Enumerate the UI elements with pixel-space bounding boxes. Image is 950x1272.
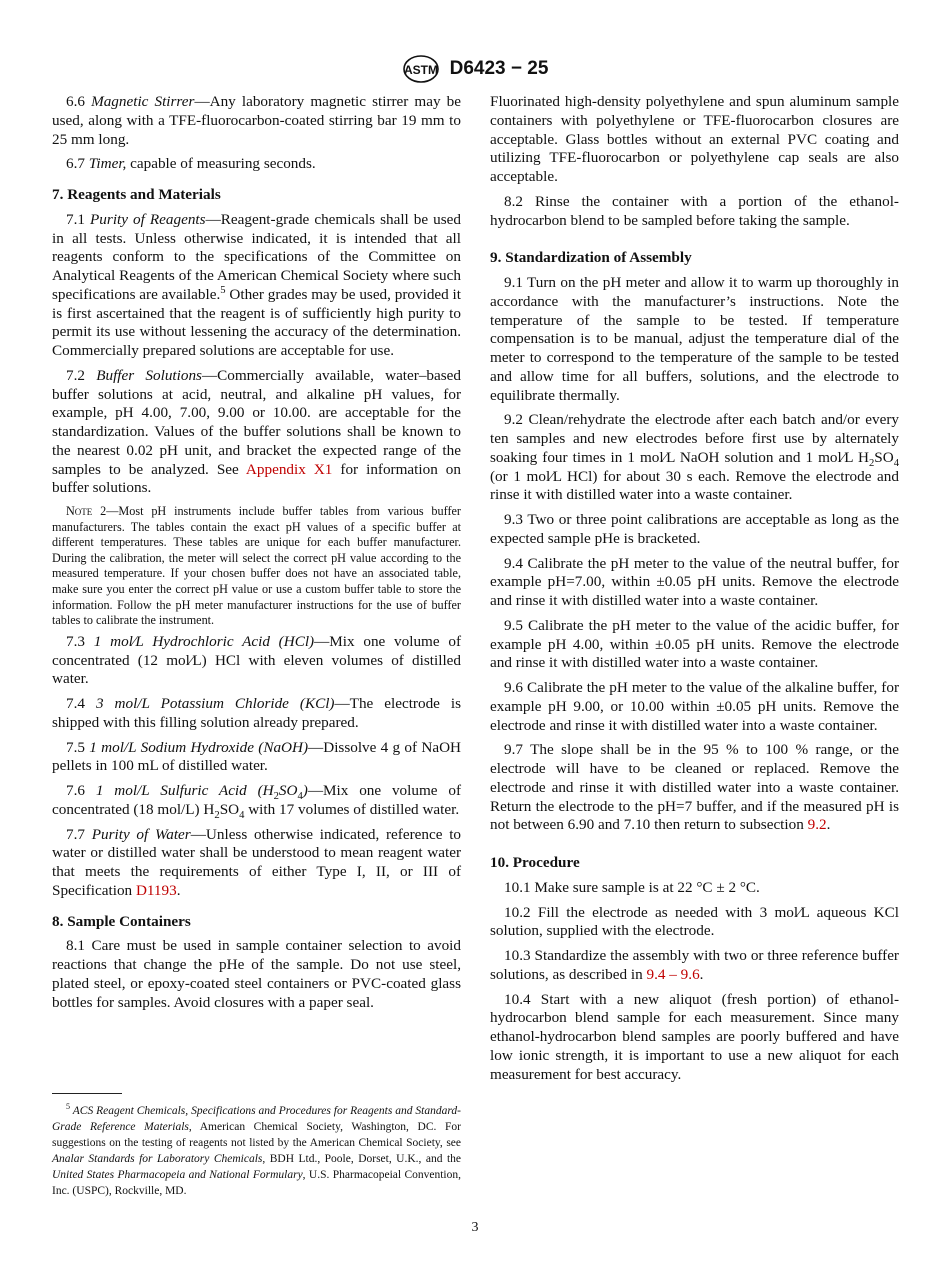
text-run: 7.5 <box>66 738 90 756</box>
paragraph <box>490 555 899 611</box>
text-run: —Commercially available, water–based buffer solutions at acid, neutral, and alkaline pH values, for example, pH 4.00, 7.00, 9.00 or 10.00. are acceptable for the standardization. Values of the buffer solutions shall be known to the nearest 0.02 pH unit, and bracket the expected range of the samples to be analyzed. See <box>52 366 461 478</box>
text-run: 5 <box>220 284 226 296</box>
paragraph <box>490 679 899 735</box>
paragraph <box>52 211 461 361</box>
text-run: 8. Sample Containers <box>52 912 191 930</box>
text-run: capable of measuring seconds. <box>126 155 316 173</box>
paragraph <box>490 617 899 673</box>
text-run: Timer, <box>88 155 127 173</box>
text-run: SO <box>219 800 240 818</box>
paragraph <box>52 937 461 1012</box>
text-run: 6.6 <box>66 93 92 110</box>
text-run: with 17 volumes of distilled water. <box>244 800 460 818</box>
text-run: 2—Most pH instruments include buffer tables from various buffer manufacturers. The tables contain the exact pH values of a specific buffer at different temperatures. These tables are unique for each buffer manufacturer. During the calibration, the meter will select the correct pH value according to the measured temperature. If your chosen buffer does not have an associated table, make sure you enter the correct pH value or use a custom buffer table to store the information. Follow the pH meter manufacturer instructions for the use of buffer tables to calibrate the instrument. <box>52 504 461 628</box>
text-run: 10.2 Fill the electrode as needed with 3 mol⁄L aqueous KCl solution, supplied with the electrode. <box>490 903 899 940</box>
note <box>52 504 461 629</box>
text-run: SO <box>278 782 298 799</box>
text-run: Purity of Reagents <box>90 210 206 228</box>
text-run: 1 mol⁄L Hydrochloric Acid (HCl) <box>93 632 315 650</box>
text-run: 8.2 Rinse the container with a portion of the ethanol-hydrocarbon blend to be sampled before taking the sample. <box>490 192 899 229</box>
text-run: 10. Procedure <box>490 854 580 871</box>
text-run: Purity of Water <box>91 825 191 843</box>
text-run: Magnetic Stirrer <box>91 93 195 110</box>
text-run: . <box>699 965 704 983</box>
text-run: Buffer Solutions <box>96 366 202 384</box>
footnote <box>52 1103 461 1199</box>
text-run: 2 <box>214 809 220 821</box>
astm-logo-icon <box>402 54 440 84</box>
text-run: 7.3 <box>66 632 94 650</box>
paragraph <box>490 193 899 231</box>
paragraph-continued <box>490 93 899 187</box>
text-run: 2 <box>273 791 279 803</box>
text-run: , BDH Ltd., Poole, Dorset, U.K., and the <box>262 1153 461 1165</box>
section-heading <box>490 249 899 268</box>
text-run: SO <box>874 448 894 466</box>
paragraph <box>490 511 899 549</box>
text-run: 3 mol/L Potassium Chloride (KCl) <box>95 695 335 712</box>
text-run: . <box>176 881 181 899</box>
left-column <box>52 93 461 1018</box>
text-run: —Unless otherwise indicated, reference to water or distilled water shall be understood to mean reagent water that meets the requirements of either Type I, II, or III of Specification <box>52 825 462 899</box>
document-designation: D6423 − 25 <box>449 58 549 79</box>
text-run: 8.1 Care must be used in sample container selection to avoid reactions that change the pHe of the sample. Do not use steel, plated steel, or epoxy-coated steel containers or PVC-coated glass bottles for samples. Avoid closures with a paper seal. <box>52 937 461 1011</box>
text-run: 7.7 <box>66 825 92 843</box>
cross-reference-link[interactable]: 9.2 <box>807 816 827 834</box>
paragraph <box>52 739 461 777</box>
text-run: 6.7 <box>66 155 89 173</box>
text-run: 9.1 Turn on the pH meter and allow it to warm up thoroughly in accordance with the manufacturer’s instructions. Note the temperature of the sample to be tested. If temperature compensation is to be manual, adjust the temperature dial of the meter to correspond to the temperature of the sample to be tested and allow time for all buffers, solutions, and the electrode to equilibrate thermally. <box>490 274 899 404</box>
text-run: United States Pharmacopeia and National Formulary <box>52 1169 303 1181</box>
text-run: —Mix one volume of concentrated (12 mol⁄L) HCl with eleven volumes of distilled water. <box>52 632 462 688</box>
text-run: 10.1 Make sure sample is at 22 °C ± 2 °C. <box>504 878 760 896</box>
text-run: ) <box>302 782 308 799</box>
text-run: Other grades may be used, provided it is first ascertained that the reagent is of sufficiently high purity to permit its use without lessening the accuracy of the determination. Commercially prepared solutions are acceptable for use. <box>52 285 461 359</box>
text-run: 9.7 The slope shall be in the 95 % to 100 % range, or the electrode will have to be cleaned or replaced. Remove the electrode and rinse it with distilled water into a waste container. Return the electrode to the pH=7 buffer, and if the measured pH is not between 6.90 and 7.10 then return to subsection <box>490 741 899 834</box>
paragraph <box>52 633 461 689</box>
text-run: 9. Standardization of Assembly <box>490 249 692 267</box>
section-heading <box>490 854 899 873</box>
section-heading <box>52 913 461 932</box>
text-run: 4 <box>893 457 899 469</box>
text-run: —Reagent-grade chemicals shall be used in all tests. Unless otherwise indicated, it is intended that all reagents conform to the specifications of the Committee on Analytical Reagents of the American Chemical Society where such specifications are available. <box>52 210 462 303</box>
paragraph <box>490 741 899 835</box>
text-run: 9.3 Two or three point calibrations are acceptable as long as the expected sample pHe is bracketed. <box>490 511 899 547</box>
page-number: 3 <box>471 1220 479 1235</box>
text-run: Analar Standards for Laboratory Chemicals <box>52 1153 263 1165</box>
text-run: 7.1 <box>66 210 91 228</box>
text-run: 9.4 Calibrate the pH meter to the value of the neutral buffer, for example pH=7.00, within ±0.05 pH units. Remove the electrode and rinse it with distilled water into a waste container. <box>490 554 899 609</box>
text-run: 9.2 Clean/rehydrate the electrode after each batch and/or every ten samples and new electrodes before first use by alternately soaking four times in 1 mol⁄L NaOH solution and 1 mol⁄L H <box>490 411 899 466</box>
text-run: 1 mol/L Sodium Hydroxide (NaOH) <box>89 738 309 756</box>
text-run: 4 <box>239 809 245 821</box>
paragraph <box>52 782 461 820</box>
cross-reference-link[interactable]: Appendix X1 <box>245 460 333 478</box>
text-run: 7.4 <box>66 695 96 712</box>
text-run: 10.4 Start with a new aliquot (fresh portion) of ethanol-hydrocarbon blend sample for each measurement. Since many ethanol-hydrocarbon blend samples are poorly buffered and have low ionic strength, it is important to use a new aliquot for each measurement for best accuracy. <box>490 990 899 1083</box>
text-run: —Dissolve 4 g of NaOH pellets in 100 mL of distilled water. <box>52 738 461 775</box>
paragraph <box>490 904 899 942</box>
text-run: —The electrode is shipped with this filling solution already prepared. <box>52 695 461 731</box>
text-run: 7. Reagents and Materials <box>52 186 221 203</box>
paragraph <box>490 947 899 985</box>
text-run: , U.S. Pharmacopeial Convention, Inc. (USPC), Rockville, MD. <box>52 1169 461 1197</box>
text-run: 7.6 <box>66 782 96 799</box>
cross-reference-link[interactable]: 9.4 – 9.6 <box>646 965 700 983</box>
text-run: —Mix one volume of concentrated (18 mol/L) H <box>52 782 462 818</box>
page-header <box>0 54 950 84</box>
paragraph <box>490 879 899 898</box>
paragraph <box>490 991 899 1085</box>
text-run: for information on buffer solutions. <box>52 460 461 497</box>
text-run: 9.5 Calibrate the pH meter to the value of the acidic buffer, for example pH 4.00, within ±0.05 pH units. Remove the electrode and rinse it with distilled water into a waste container. <box>490 616 899 672</box>
text-run: 5 <box>66 1102 71 1112</box>
paragraph <box>52 155 461 174</box>
text-run: 2 <box>868 457 875 469</box>
svg-text:ASTM: ASTM <box>403 63 438 77</box>
paragraph <box>490 411 899 505</box>
paragraph <box>52 367 461 498</box>
paragraph <box>52 93 461 149</box>
text-run: . <box>826 816 831 834</box>
right-column <box>490 93 899 1090</box>
text-run: 9.6 Calibrate the pH meter to the value of the alkaline buffer, for example pH 9.00, or 10.00 within ±0.05 pH units. Remove the electrode and rinse it with distilled water into a waste container. <box>490 679 899 734</box>
text-run: Note <box>66 504 93 518</box>
text-run: 1 mol/L Sulfuric Acid (H <box>95 782 274 799</box>
paragraph <box>490 274 899 405</box>
text-run: ACS Reagent Chemicals, Specifications and Procedures for Reagents and Standard-Grade Reference Materials <box>52 1105 461 1133</box>
text-run: 7.2 <box>66 366 97 384</box>
section-heading <box>52 186 461 205</box>
paragraph <box>52 695 461 733</box>
text-run: —Any laboratory magnetic stirrer may be used, along with a TFE-fluorocarbon-coated stirring bar 19 mm to 25 mm long. <box>52 93 461 148</box>
text-run: 10.3 Standardize the assembly with two or three reference buffer solutions, as described in <box>490 947 899 983</box>
footnote-divider <box>52 1093 122 1094</box>
paragraph <box>52 826 461 901</box>
text-run: (or 1 mol⁄L HCl) for about 30 s each. Remove the electrode and rinse it with distilled water into a waste container. <box>490 467 899 504</box>
cross-reference-link[interactable]: D1193 <box>135 881 177 899</box>
text-run: 4 <box>297 791 303 803</box>
text-run: , American Chemical Society, Washington, DC. For suggestions on the testing of reagents not listed by the American Chemical Society, see <box>52 1121 461 1149</box>
text-run: Fluorinated high-density polyethylene and spun aluminum sample containers with polyethylene or TFE-fluorocarbon closures are acceptable. Glass bottles without an external PVC coating and utilizing TFE-fluorocarbon or polyethylene cap seals are also acceptable. <box>490 93 899 185</box>
